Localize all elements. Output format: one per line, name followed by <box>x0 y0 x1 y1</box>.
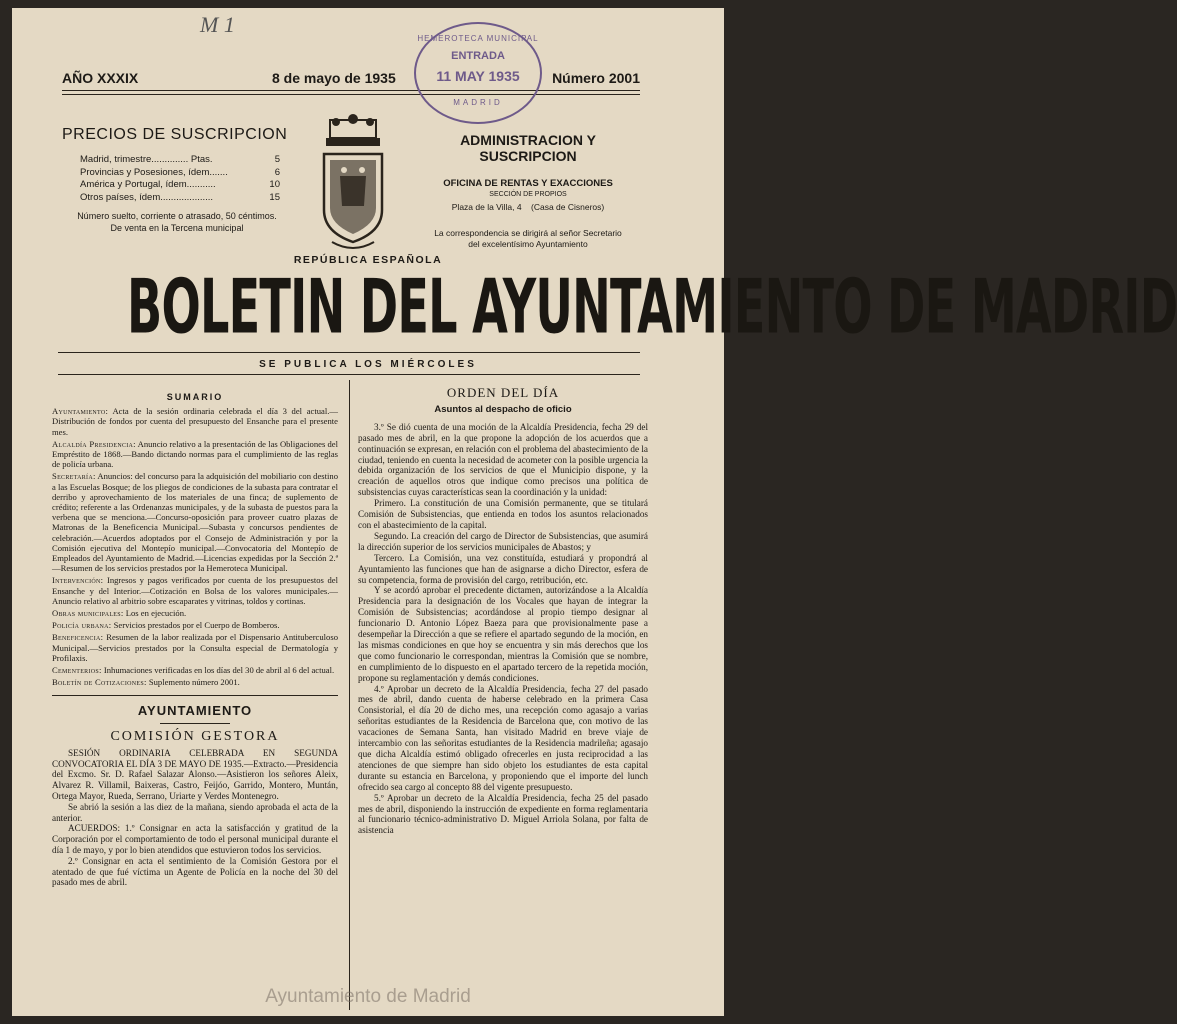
ayuntamiento-heading: AYUNTAMIENTO <box>137 703 253 719</box>
sumario-item: Policía urbana: Servicios prestados por el Cuerpo de Bomberos. <box>52 620 280 631</box>
sumario-item: Secretaría: Anuncios: del concurso para la adquisición del mobiliario con destino a las Escuelas Bosque; de los pliegos de condiciones de la subasta para contratar el derribo y aprovechamiento de los materiales de una finca; de suplemento de crédito; referente a las Ordenanzas municipales, y de la subasta de puestos para la verbena que se menciona.—Concurso-oposición para proveer cuatro plazas de Matronas de la Beneficencia Municipal.—Subasta y concursos pendientes de celebración.—Acuerdos adoptados por el Consejo de Administración y por la Comisión ejecutiva del Montepío municipal.—Convocatoria del Montepío de Empleados del Ayuntamiento de Madrid.—Licencias expedidas por la Sección 2.ª—Resumen de los servicios prestados por la Hemeroteca Municipal. <box>52 471 338 574</box>
header-rule-top <box>62 90 640 91</box>
orden-paragraph: Tercero. La Comisión, una vez constituída, estudiará y propondrá al Ayuntamiento las funciones que han de asignarse a dicho Director, esfera de su competencia, forma de provisión del cargo, retribución, etc. <box>358 552 648 585</box>
orden-del-dia-heading: ORDEN DEL DÍA <box>446 385 560 400</box>
issue-number: Número 2001 <box>552 70 640 86</box>
madrid-coat-of-arms-icon <box>314 114 392 254</box>
section-rule <box>58 374 640 375</box>
right-column <box>358 385 648 836</box>
sumario-item: Intervención: Ingresos y pagos verificados por cuenta de los presupuestos del Ensanche y del Interior.—Cotización en Bolsa de los valores municipales.—Anuncio relativo al arbitrio sobre escaparates y vitrinas, toldos y cortinas. <box>52 575 338 606</box>
orden-paragraph: Segundo. La creación del cargo de Director de Subsistencias, que asumirá la dirección superior de los servicios municipales de Abastos; y <box>358 530 648 552</box>
handwritten-mark: M 1 <box>200 12 235 37</box>
archive-watermark: Ayuntamiento de Madrid <box>265 986 471 1007</box>
stamp-ring-top: HEMEROTECA MUNICIPAL <box>417 34 539 43</box>
sumario-item: Alcaldía Presidencia: Anuncio relativo a la presentación de las Obligaciones del Empréstito de 1868.—Bando dictando normas para el cumplimiento de las reglas de policía urbana. <box>52 438 338 470</box>
price-row: América y Portugal, ídem........... 10 <box>80 179 280 190</box>
admin-correspondence: La correspondencia se dirigirá al señor Secretario del excelentísimo Ayuntamiento <box>434 228 622 249</box>
orden-paragraph: Primero. La constitución de una Comisión permanente, que se titulará Comisión de Subsistencias, que entienda en todos los asuntos relacionados con el abastecimiento de la capital. <box>358 498 648 530</box>
ayuntamiento-rule <box>160 723 230 724</box>
masthead-rule <box>58 352 640 353</box>
administration-block <box>412 132 644 250</box>
republic-heading: REPÚBLICA ESPAÑOLA <box>293 254 443 266</box>
prices-title: PRECIOS DE SUSCRIPCION <box>62 126 288 143</box>
issue-date: 8 de mayo de 1935 <box>272 70 396 86</box>
stamp-date: 11 MAY 1935 <box>436 68 520 84</box>
masthead-title: BOLETIN DEL AYUNTAMIENTO DE MADRID <box>127 263 1177 352</box>
sumario-end-rule <box>52 695 338 696</box>
price-row: Madrid, trimestre.............. Ptas. 5 <box>80 154 280 165</box>
admin-section: SECCIÓN DE PROPIOS <box>489 191 567 198</box>
price-row: Otros países, ídem.................... 15 <box>80 191 280 203</box>
sumario-item: Ayuntamiento: Acta de la sesión ordinaria celebrada el día 3 del actual.—Distribución de fondos por cuenta del presupuesto del Ensanche para el presente mes. <box>52 406 338 437</box>
column-divider <box>349 380 350 1010</box>
publication-day: SE PUBLICA LOS MIÉRCOLES <box>259 359 477 370</box>
sale-note: De venta en la Tercena municipal <box>110 223 244 233</box>
orden-paragraph: 3.º Se dió cuenta de una moción de la Alcaldía Presidencia, fecha 29 del pasado mes de abril, en la que propone la adopción de los acuerdos que a continuación se expresan, en relación con el problema del abastecimiento de la ciudad, teniendo en cuenta la necesidad de acometer con la posible urgencia la debida organización de los servicios de que el Municipio dispone, y la creación de aquellos otros que indique como precisos una política de subsistencias cuyas características sean la coordinación y la unidad: <box>358 421 648 498</box>
session-paragraph: SESIÓN ORDINARIA CELEBRADA EN SEGUNDA CONVOCATORIA EL DÍA 3 DE MAYO DE 1935.—Extracto.—Presidencia del Excmo. Sr. D. Rafael Salazar Alonso.—Asistieron los señores Aleix, Alvarez R. Villamil, Baixeras, Castro, Feijóo, Garrido, Montero, Muntán, Ortega Mayor, Rueda, Serrano, Uriarte y Verdes Montenegro. <box>52 747 338 802</box>
sumario-item: Obras municipales: Los en ejecución. <box>52 608 187 619</box>
subscription-prices <box>62 126 292 234</box>
admin-title: ADMINISTRACION Y SUSCRIPCION <box>460 132 596 164</box>
asuntos-subheading: Asuntos al despacho de oficio <box>434 403 572 415</box>
sumario-title: SUMARIO <box>166 392 224 402</box>
stamp-ring-bottom: MADRID <box>453 98 503 107</box>
session-paragraph: ACUERDOS: 1.º Consignar en acta la satisfacción y gratitud de la Corporación por el comportamiento de todo el personal municipal durante el día 1 de mayo, y por lo bien atendidos que estuvieron todos los servicios. <box>52 823 338 856</box>
sumario-item: Boletín de Cotizaciones: Suplemento número 2001. <box>52 677 240 688</box>
sumario-item: Cementerios: Inhumaciones verificadas en los días del 30 de abril al 6 del actual. <box>52 665 335 676</box>
admin-address: Plaza de la Villa, 4 (Casa de Cisneros) <box>451 202 605 212</box>
comision-heading: COMISIÓN GESTORA <box>110 728 280 744</box>
sumario-item: Beneficencia: Resumen de la labor realizada por el Dispensario Antituberculoso Municipal.—Servicios prestados por la Consulta especial de Dermatología y Profilaxis. <box>52 632 338 663</box>
single-issue-note: Número suelto, corriente o atrasado, 50 céntimos. <box>77 211 277 221</box>
stamp-label: ENTRADA <box>451 50 505 62</box>
newspaper-page <box>12 8 1177 1016</box>
admin-office: OFICINA DE RENTAS Y EXACCIONES <box>443 178 613 189</box>
entry-stamp <box>414 22 542 124</box>
left-column <box>52 392 338 888</box>
orden-paragraph: Y se acordó aprobar el precedente dictamen, autorizándose a la Alcaldía Presidencia para la designación de los Vocales que hayan de integrar la Comisión de Subsistencias; acordándose al propio tiempo designar al funcionario D. Antonio López Baeza para que provisionalmente pase a desempeñar la Dirección a que se refiere el apartado segundo de la moción, en las mismas condiciones en que hoy se encuentra y sin más derechos que los que como funcionario le correspondan, mientras la Comisión que se nombre, en cumplimiento de lo dispuesto en el apartado tercero de la repetida moción, propone su reglamentación y demás condiciones. <box>358 585 648 683</box>
session-paragraph: Se abrió la sesión a las diez de la mañana, siendo aprobada el acta de la anterior. <box>52 801 338 823</box>
header-rule-bottom <box>62 94 640 95</box>
year-label: AÑO XXXIX <box>62 70 139 86</box>
price-row: Provincias y Posesiones, ídem....... 6 <box>80 166 280 178</box>
orden-paragraph: 4.º Aprobar un decreto de la Alcaldía Presidencia, fecha 27 del pasado mes de abril, dando cuenta de haberse celebrado en la primera Casa Consistorial, el día 20 de dicho mes, una recepción como agasajo a varias señoritas estudiantes de la Residencia de Barcelona que, con motivo de las vacaciones de Semana Santa, han visitado Madrid en breve viaje de intercambio con las señoritas estudiantes de la Residencia madrileña; agasajo que dicha Alcaldía estimó obligado ofrecerles en justa reciprocidad a las atenciones de que siempre han sido objeto los estudiantes de esta capital durante su estancia en Barcelona, y proponiendo que el importe del lunch ofrecido sea cargo al concepto 88 del vigente presupuesto. <box>358 683 648 792</box>
orden-paragraph: 5.º Aprobar un decreto de la Alcaldía Presidencia, fecha 25 del pasado mes de abril, disponiendo la instrucción de expediente en forma reglamentaria al funcionario técnico-administrativo D. Miguel Arriola Solana, por falta de asistencia <box>358 792 648 836</box>
session-paragraph: 2.º Consignar en acta el sentimiento de la Comisión Gestora por el atentado de que fué víctima un Agente de Policía en la noche del 30 del pasado mes de abril. <box>52 855 338 888</box>
